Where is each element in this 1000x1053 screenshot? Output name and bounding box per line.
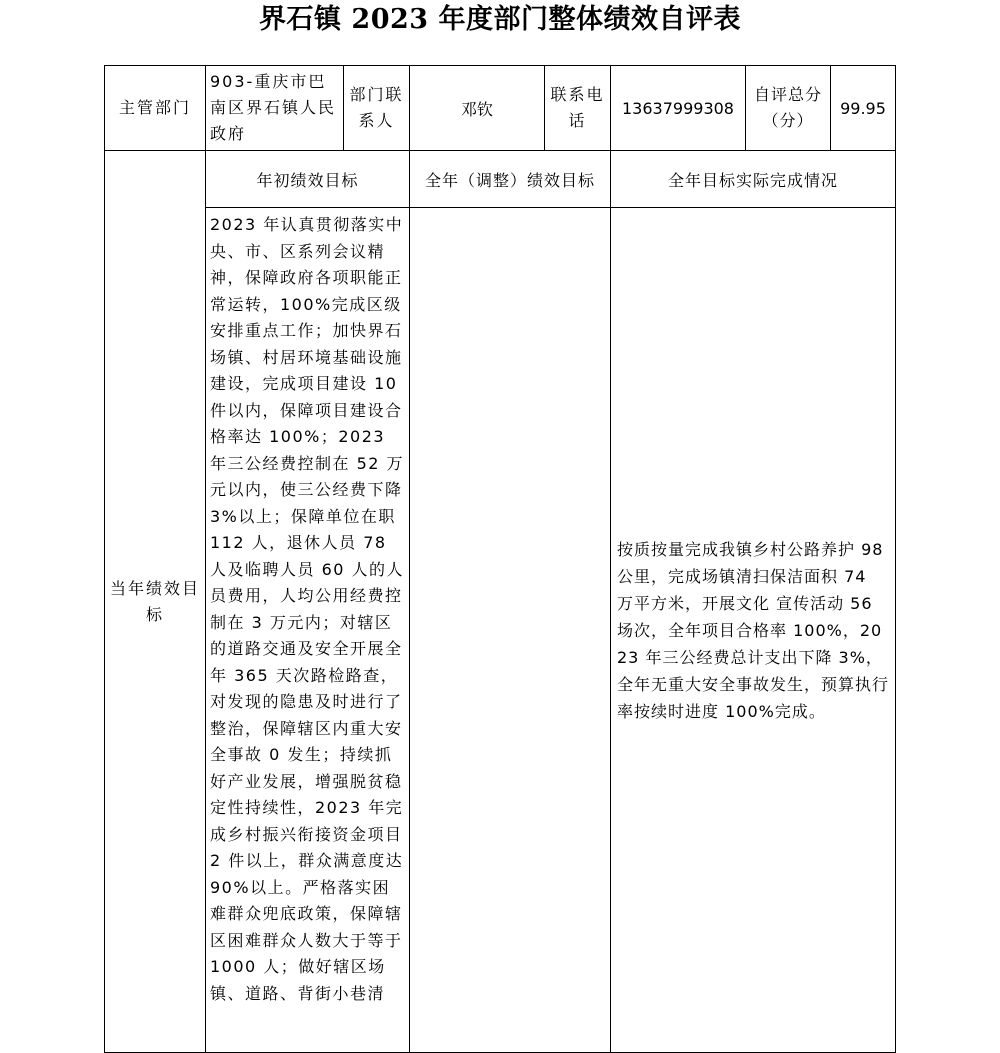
col-actual-completion: 全年目标实际完成情况 — [611, 151, 896, 208]
header-row — [105, 66, 896, 151]
score-value: 99.95 — [831, 66, 896, 151]
phone-label: 联系电话 — [545, 66, 611, 151]
phone-value: 13637999308 — [611, 66, 746, 151]
col-adjusted-goals: 全年（调整）绩效目标 — [410, 151, 611, 208]
score-label: 自评总分（分） — [746, 66, 831, 151]
goals-header-row — [105, 151, 896, 208]
contact-label: 部门联系人 — [344, 66, 410, 151]
dept-label: 主管部门 — [105, 66, 206, 151]
goals-content-row — [105, 208, 896, 1053]
adjusted-goals-text — [410, 208, 611, 1053]
col-initial-goals: 年初绩效目标 — [206, 151, 410, 208]
goals-row-label: 当年绩效目标 — [105, 151, 206, 1053]
contact-value: 邓钦 — [410, 66, 545, 151]
dept-value: 903-重庆市巴南区界石镇人民政府 — [206, 66, 344, 151]
initial-goals-text: 2023 年认真贯彻落实中央、市、区系列会议精神，保障政府各项职能正常运转，100%完成区级安排重点工作；加快界石场镇、村居环境基础设施建设，完成项目建设 10 件以内，保障项目建设合格率达 100%；2023 年三公经费控制在 52 万元以内，使三公经费下降 3%以上；保障单位在职 112 人，退休人员 78 人及临聘人员 60 人的人员费用，人均公用经费控制在 3 万元内；对辖区的道路交通及安全开展全年 365 天次路检路查，对发现的隐患及时进行了整治，保障辖区内重大安全事故 0 发生；持续抓好产业发展，增强脱贫稳定性持续性，2023 年完成乡村振兴衔接资金项目 2 件以上，群众满意度达 90%以上。严格落实困难群众兜底政策，保障辖区困难群众人数大于等于 1000 人；做好辖区场镇、道路、背街小巷清 — [206, 208, 410, 1053]
evaluation-table — [104, 65, 896, 1053]
page-title: 界石镇 2023 年度部门整体绩效自评表 — [259, 4, 741, 35]
actual-completion-text: 按质按量完成我镇乡村公路养护 98 公里，完成场镇清扫保洁面积 74 万平方米，开展文化 宣传活动 56 场次，全年项目合格率 100%，2023 年三公经费总计支出下降 3%，全年无重大安全事故发生，预算执行率按续时进度 100%完成。 — [611, 208, 896, 1053]
